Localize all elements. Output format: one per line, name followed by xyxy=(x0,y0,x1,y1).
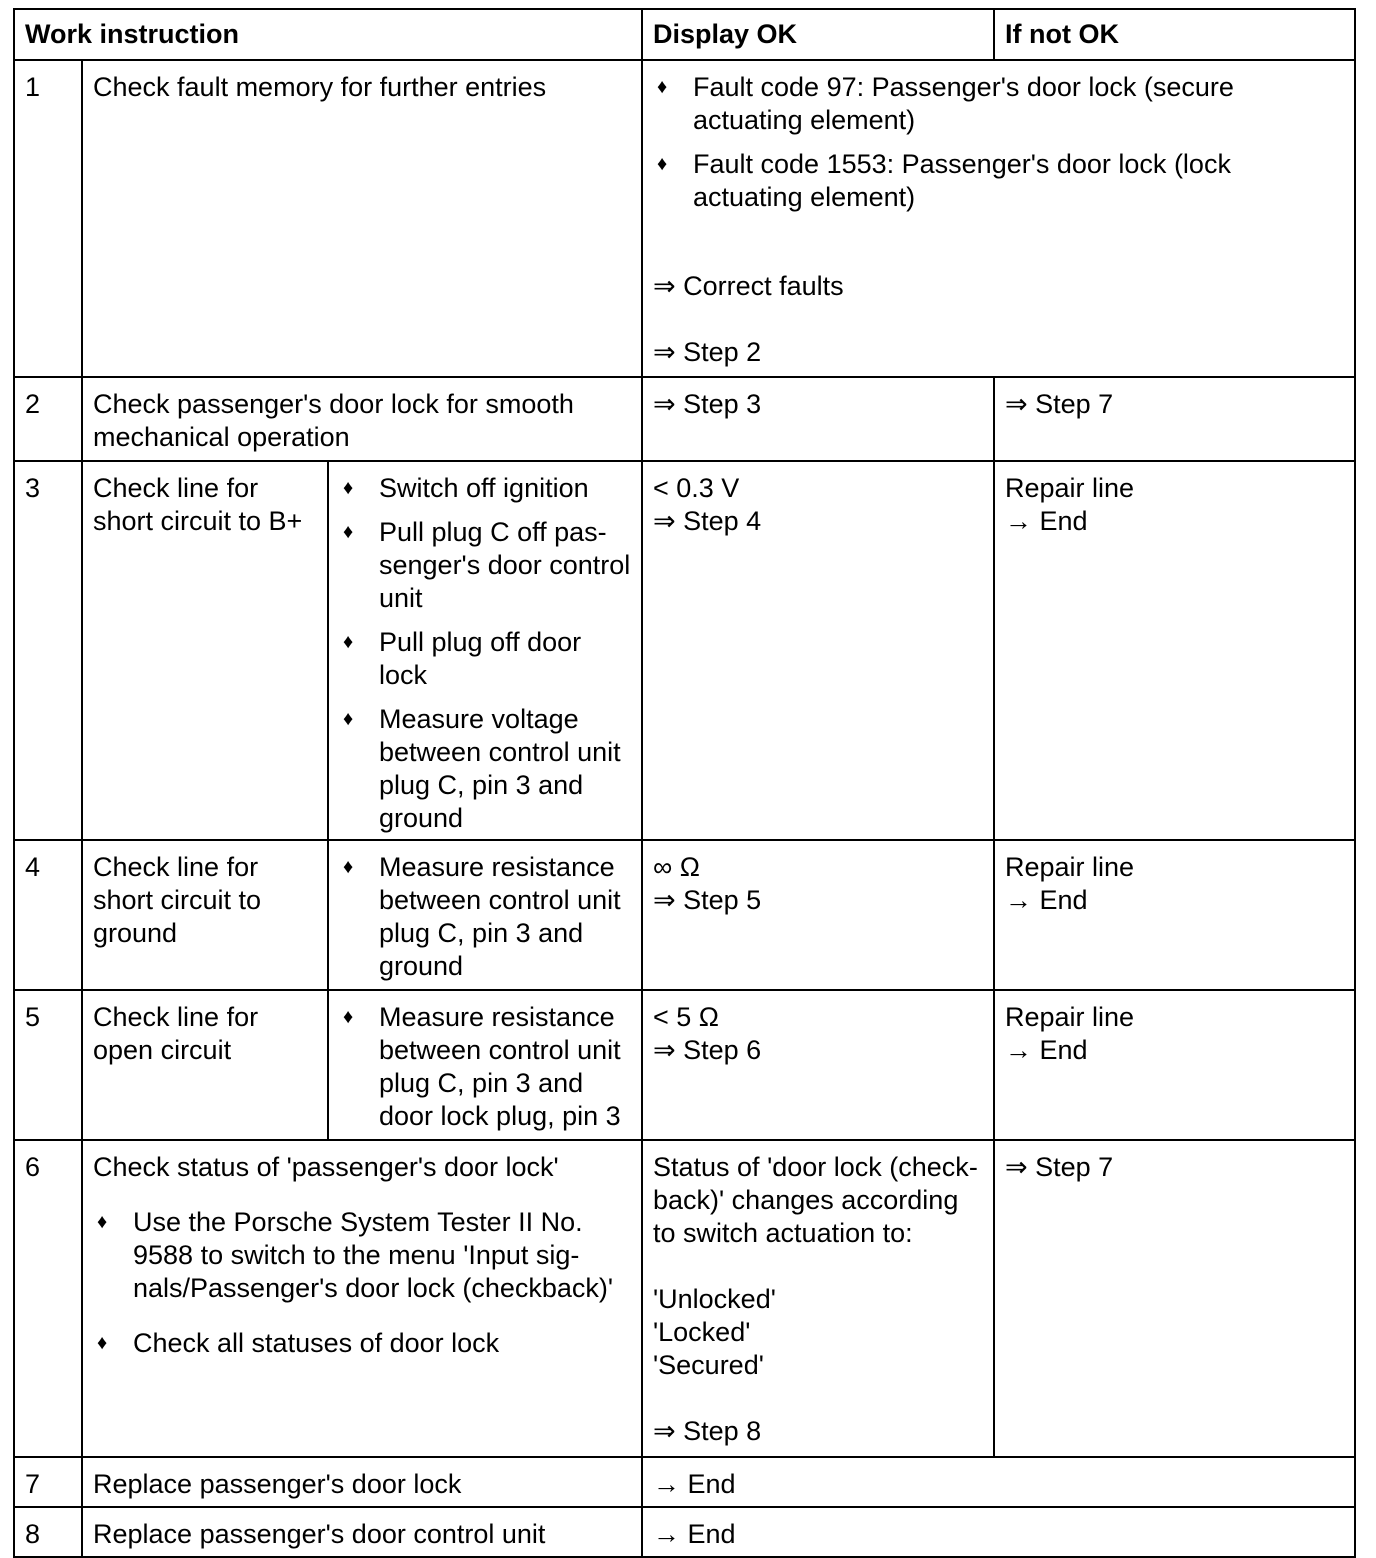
table-row xyxy=(14,1457,1355,1507)
diamond-bullet-icon: ♦ xyxy=(97,1211,108,1233)
instruction-text: Replace passenger's door control unit xyxy=(82,1507,642,1557)
instruction-text: Check fault memory for further entries xyxy=(82,60,642,377)
display-ok-cell: → End xyxy=(642,1457,1355,1507)
header-if-not-ok: If not OK xyxy=(994,9,1355,60)
diamond-bullet-icon: ♦ xyxy=(343,521,354,543)
bullet-item: ♦ Check all statuses of door lock xyxy=(93,1327,631,1360)
instruction-text: Replace passenger's door lock xyxy=(82,1457,642,1507)
instruction-text: Check line for short circuit to ground xyxy=(82,840,328,990)
bullet-item: ♦ Measure resistance between control unit plug C, pin 3 and door lock plug, pin 3 xyxy=(339,1001,631,1133)
step-number: 2 xyxy=(14,377,82,461)
not-ok-cell: Repair line → End xyxy=(994,990,1355,1140)
procedure-cell xyxy=(328,840,642,990)
action-text: ⇒ Step 2 xyxy=(653,337,762,367)
procedure-cell xyxy=(328,990,642,1140)
step-number: 8 xyxy=(14,1507,82,1557)
instruction-text: Check line for short circuit to B+ xyxy=(82,461,328,840)
not-ok-cell: ⇒ Step 7 xyxy=(994,377,1355,461)
step-number: 4 xyxy=(14,840,82,990)
bullet-item: ♦ Pull plug off door lock xyxy=(339,626,631,692)
table-header-row xyxy=(14,9,1355,60)
action-text: ⇒ Step 6 xyxy=(653,1035,762,1065)
display-ok-cell xyxy=(642,461,994,840)
table-row xyxy=(14,1507,1355,1557)
diamond-bullet-icon: ♦ xyxy=(343,477,354,499)
bullet-item: ♦ Measure voltage between control unit plug C, pin 3 and ground xyxy=(339,703,631,835)
status-value: 'Unlocked' xyxy=(653,1284,776,1314)
step-number: 5 xyxy=(14,990,82,1140)
diamond-bullet-icon: ♦ xyxy=(343,856,354,878)
diamond-bullet-icon: ♦ xyxy=(343,631,354,653)
display-ok-cell xyxy=(642,60,1355,377)
table-row xyxy=(14,840,1355,990)
diamond-bullet-icon: ♦ xyxy=(343,1006,354,1028)
action-text: ⇒ Correct faults xyxy=(653,271,844,301)
diamond-bullet-icon: ♦ xyxy=(343,708,354,730)
step-number: 1 xyxy=(14,60,82,377)
bullet-item: ♦ Switch off ignition xyxy=(339,472,631,505)
step-number: 7 xyxy=(14,1457,82,1507)
table-row xyxy=(14,461,1355,840)
instruction-text: Check status of 'passenger's door lock' xyxy=(93,1152,559,1182)
instruction-text: Check line for open circuit xyxy=(82,990,328,1140)
header-work-instruction: Work instruction xyxy=(14,9,642,60)
diamond-bullet-icon: ♦ xyxy=(657,76,668,98)
step-number: 6 xyxy=(14,1140,82,1457)
header-display-ok: Display OK xyxy=(642,9,994,60)
table-row xyxy=(14,60,1355,377)
bullet-item: ♦ Fault code 1553: Passenger's door lock (lock actuating element) xyxy=(653,148,1344,214)
table-row xyxy=(14,990,1355,1140)
measured-value: ∞ Ω xyxy=(653,852,700,882)
bullet-item: ♦ Measure resistance between control unit plug C, pin 3 and ground xyxy=(339,851,631,983)
display-ok-cell: → End xyxy=(642,1507,1355,1557)
action-text: ⇒ Step 5 xyxy=(653,885,762,915)
step-number: 3 xyxy=(14,461,82,840)
display-ok-cell xyxy=(642,840,994,990)
diamond-bullet-icon: ♦ xyxy=(657,153,668,175)
status-value: 'Locked' xyxy=(653,1317,751,1347)
bullet-item: ♦ Use the Porsche System Tester II No. 9588 to switch to the menu 'Input signals/Passenger's door lock (checkback)' xyxy=(93,1206,631,1305)
instruction-text: Check passenger's door lock for smooth mechanical operation xyxy=(82,377,642,461)
display-ok-cell xyxy=(642,1140,994,1457)
not-ok-cell: Repair line → End xyxy=(994,840,1355,990)
measured-value: < 5 Ω xyxy=(653,1002,719,1032)
work-instruction-table xyxy=(13,8,1356,1558)
diamond-bullet-icon: ♦ xyxy=(97,1332,108,1354)
display-ok-cell: ⇒ Step 3 xyxy=(642,377,994,461)
status-value: 'Secured' xyxy=(653,1350,764,1380)
action-text: ⇒ Step 8 xyxy=(653,1416,762,1446)
procedure-cell xyxy=(328,461,642,840)
measured-value: < 0.3 V xyxy=(653,473,740,503)
action-text: ⇒ Step 4 xyxy=(653,506,762,536)
not-ok-cell: ⇒ Step 7 xyxy=(994,1140,1355,1457)
bullet-item: ♦ Pull plug C off passenger's door control unit xyxy=(339,516,631,615)
table-row xyxy=(14,1140,1355,1457)
instruction-cell xyxy=(82,1140,642,1457)
not-ok-cell: Repair line → End xyxy=(994,461,1355,840)
display-ok-cell xyxy=(642,990,994,1140)
bullet-item: ♦ Fault code 97: Passenger's door lock (secure actuating element) xyxy=(653,71,1344,137)
table-row xyxy=(14,377,1355,461)
status-intro: Status of 'door lock (checkback)' changes according to switch actuation to: xyxy=(653,1152,978,1248)
